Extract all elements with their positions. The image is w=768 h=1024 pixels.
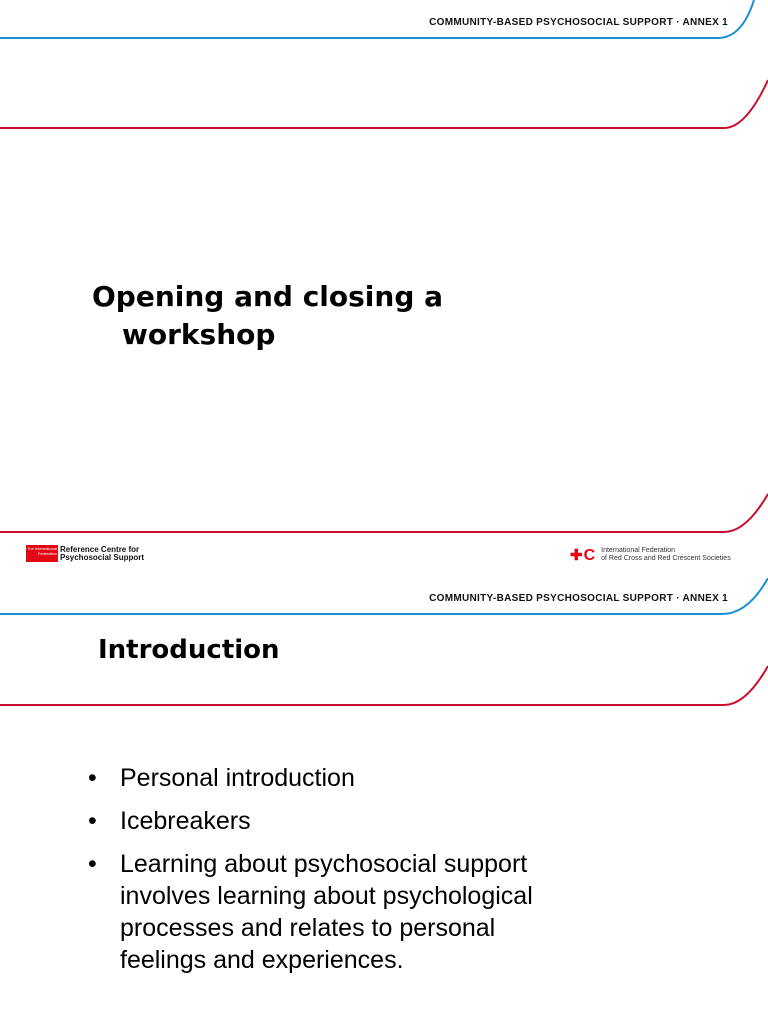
- slide-title-line2: workshop: [122, 318, 276, 351]
- header-red-line: [0, 666, 768, 705]
- footer-red-line: [0, 494, 768, 532]
- bullet-marker: •: [88, 807, 97, 835]
- slide-title-line1: Opening and closing a: [92, 280, 444, 313]
- ifrc-line1: International Federation: [601, 547, 676, 554]
- ifrc-badge: The International Federation: [26, 545, 58, 562]
- bullet-marker: •: [88, 764, 97, 792]
- bullet-marker: •: [88, 850, 97, 878]
- reference-centre-text: [60, 546, 144, 562]
- slide-title: Introduction: [98, 635, 280, 665]
- list-item: [88, 848, 558, 976]
- reference-centre-line1: Reference Centre for: [60, 544, 140, 554]
- list-item: [88, 762, 558, 794]
- ifrc-line2: of Red Cross and Red Crescent Societies: [601, 555, 731, 562]
- ifrc-text: [601, 547, 731, 563]
- bullet-text: Icebreakers: [120, 807, 251, 835]
- red-cross-crescent-icon: ✚ C: [570, 546, 596, 564]
- reference-centre-line2: Psychosocial Support: [60, 552, 145, 562]
- header-text: COMMUNITY-BASED PSYCHOSOCIAL SUPPORT · ANNEX 1: [429, 593, 728, 604]
- header-text: COMMUNITY-BASED PSYCHOSOCIAL SUPPORT · ANNEX 1: [429, 17, 728, 28]
- slide-title: [92, 278, 652, 354]
- reference-centre-logo: [26, 545, 144, 562]
- header-red-line: [0, 80, 768, 128]
- ifrc-logo: [570, 547, 731, 563]
- bullet-text: Personal introduction: [120, 764, 355, 792]
- list-item: [88, 805, 558, 837]
- content-slide: [0, 578, 768, 1024]
- bullet-text: Learning about psychosocial support involves learning about psychological processes and relates to personal feelings and experiences.: [120, 850, 533, 974]
- bullet-list: [88, 762, 558, 987]
